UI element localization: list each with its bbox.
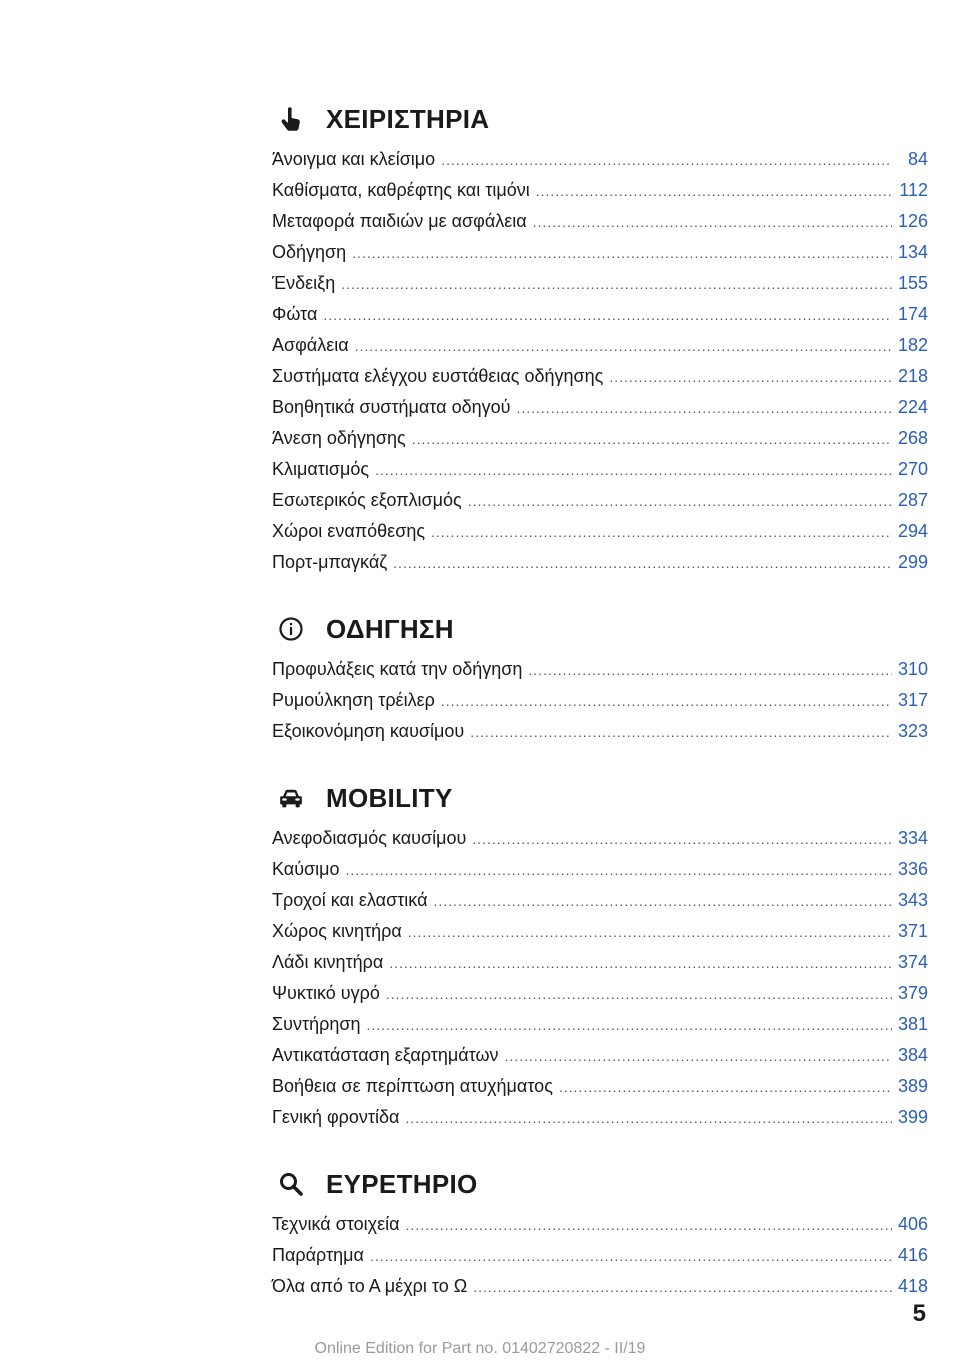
- entry-page-link[interactable]: 389: [897, 1076, 928, 1096]
- entry-label: Άνεση οδήγησης: [272, 428, 406, 448]
- toc-section-driving: [272, 606, 928, 747]
- section-header: [272, 606, 928, 652]
- toc-entry[interactable]: [272, 1071, 928, 1102]
- dot-leader: [393, 548, 892, 579]
- dot-leader: [472, 824, 892, 855]
- toc-entry[interactable]: [272, 237, 928, 268]
- toc-entry[interactable]: [272, 916, 928, 947]
- entry-page-link[interactable]: 399: [897, 1107, 928, 1127]
- entry-page-link[interactable]: 224: [897, 397, 928, 417]
- dot-leader: [559, 1072, 892, 1103]
- toc-entry[interactable]: [272, 1009, 928, 1040]
- dot-leader: [346, 855, 892, 886]
- entry-label: Χώρος κινητήρα: [272, 921, 402, 941]
- entry-page-link[interactable]: 134: [897, 242, 928, 262]
- entry-label: Γενική φροντίδα: [272, 1107, 400, 1127]
- toc-entry[interactable]: [272, 1209, 928, 1240]
- dot-leader: [408, 917, 892, 948]
- entry-page-link[interactable]: 218: [897, 366, 928, 386]
- entry-label: Τεχνικά στοιχεία: [272, 1214, 400, 1234]
- toc-entry[interactable]: [272, 854, 928, 885]
- dot-leader: [352, 238, 892, 269]
- car-front-icon: [278, 785, 304, 811]
- entry-label: Εσωτερικός εξοπλισμός: [272, 490, 462, 510]
- dot-leader: [609, 362, 892, 393]
- section-header: [272, 96, 928, 142]
- entry-page-link[interactable]: 384: [897, 1045, 928, 1065]
- dot-leader: [528, 655, 892, 686]
- entry-page-link[interactable]: 334: [897, 828, 928, 848]
- dot-leader: [441, 145, 892, 176]
- entry-label: Άνοιγμα και κλείσιμο: [272, 149, 436, 169]
- entry-page-link[interactable]: 381: [897, 1014, 928, 1034]
- toc-entry[interactable]: [272, 268, 928, 299]
- entry-label: Συντήρηση: [272, 1014, 361, 1034]
- toc-entry[interactable]: [272, 423, 928, 454]
- magnifier-icon: [278, 1171, 304, 1197]
- dot-leader: [366, 1010, 891, 1041]
- dot-leader: [536, 176, 892, 207]
- toc-entry[interactable]: [272, 1040, 928, 1071]
- info-circle-icon: [278, 616, 304, 642]
- section-title: ΟΔΗΓΗΣΗ: [326, 613, 454, 644]
- entry-page-link[interactable]: 371: [897, 921, 928, 941]
- section-header: [272, 1161, 928, 1207]
- entry-label: Ασφάλεια: [272, 335, 349, 355]
- dot-leader: [370, 1241, 892, 1272]
- toc-entry[interactable]: [272, 978, 928, 1009]
- entry-page-link[interactable]: 268: [897, 428, 928, 448]
- entry-label: Τροχοί και ελαστικά: [272, 890, 428, 910]
- footer-edition: Online Edition for Part no. 01402720822 - II/19: [314, 1340, 646, 1357]
- entry-page-link[interactable]: 379: [897, 983, 928, 1003]
- toc-entry[interactable]: [272, 885, 928, 916]
- toc-section-mobility: [272, 775, 928, 1133]
- entry-label: Εξοικονόμηση καυσίμου: [272, 721, 465, 741]
- dot-leader: [375, 455, 892, 486]
- entry-label: Καθίσματα, καθρέφτης και τιμόνι: [272, 180, 530, 200]
- dot-leader: [355, 331, 892, 362]
- entry-page-link[interactable]: 294: [897, 521, 928, 541]
- entry-page-link[interactable]: 336: [897, 859, 928, 879]
- dot-leader: [505, 1041, 892, 1072]
- dot-leader: [406, 1210, 892, 1241]
- entry-page-link[interactable]: 343: [897, 890, 928, 910]
- toc-entry[interactable]: [272, 716, 928, 747]
- entry-label: Παράρτημα: [272, 1245, 364, 1265]
- table-of-contents: [272, 96, 928, 1330]
- section-title: MOBILITY: [326, 782, 453, 813]
- entry-label: Όλα από το Α μέχρι το Ω: [272, 1276, 468, 1296]
- entry-label: Κλιματισμός: [272, 459, 370, 479]
- dot-leader: [386, 979, 892, 1010]
- entry-label: Καύσιμο: [272, 859, 340, 879]
- page-number: 5: [912, 1300, 926, 1327]
- toc-entry[interactable]: [272, 144, 928, 175]
- entry-label: Ψυκτικό υγρό: [272, 983, 380, 1003]
- entry-page-link[interactable]: 299: [897, 552, 928, 572]
- toc-section-index: [272, 1161, 928, 1302]
- entry-page-link[interactable]: 155: [897, 273, 928, 293]
- section-title: ΕΥΡΕΤΗΡΙΟ: [326, 1168, 478, 1199]
- dot-leader: [434, 886, 892, 917]
- entry-label: Χώροι εναπόθεσης: [272, 521, 425, 541]
- toc-entry[interactable]: [272, 1271, 928, 1302]
- dot-leader: [468, 486, 892, 517]
- section-header: [272, 775, 928, 821]
- toc-entry[interactable]: [272, 516, 928, 547]
- dot-leader: [470, 717, 892, 748]
- toc-entry[interactable]: [272, 485, 928, 516]
- dot-leader: [341, 269, 892, 300]
- entry-label: Προφυλάξεις κατά την οδήγηση: [272, 659, 523, 679]
- entry-page-link[interactable]: 406: [897, 1214, 928, 1234]
- dot-leader: [533, 207, 892, 238]
- dot-leader: [405, 1103, 892, 1134]
- section-title: ΧΕΙΡΙΣΤΗΡΙΑ: [326, 103, 490, 134]
- toc-entry[interactable]: [272, 947, 928, 978]
- toc-entry[interactable]: [272, 547, 928, 578]
- entry-page-link[interactable]: 317: [897, 690, 928, 710]
- dot-leader: [516, 393, 891, 424]
- entry-label: Αντικατάσταση εξαρτημάτων: [272, 1045, 499, 1065]
- toc-entry[interactable]: [272, 654, 928, 685]
- entry-label: Βοήθεια σε περίπτωση ατυχήματος: [272, 1076, 553, 1096]
- entry-label: Συστήματα ελέγχου ευστάθειας οδήγησης: [272, 366, 604, 386]
- entry-page-link[interactable]: 418: [897, 1276, 928, 1296]
- entry-label: Οδήγηση: [272, 242, 347, 262]
- toc-entry[interactable]: [272, 206, 928, 237]
- toc-entry[interactable]: [272, 330, 928, 361]
- entry-page-link[interactable]: 112: [899, 180, 928, 200]
- hand-pointer-icon: [278, 106, 304, 132]
- toc-entry[interactable]: [272, 685, 928, 716]
- entry-label: Μεταφορά παιδιών με ασφάλεια: [272, 211, 527, 231]
- toc-entry[interactable]: [272, 361, 928, 392]
- entry-label: Βοηθητικά συστήματα οδηγού: [272, 397, 511, 417]
- entry-page-link[interactable]: 182: [897, 335, 928, 355]
- toc-entry[interactable]: [272, 823, 928, 854]
- entry-page-link[interactable]: 126: [897, 211, 928, 231]
- entry-page-link[interactable]: 270: [897, 459, 928, 479]
- entry-page-link[interactable]: 310: [897, 659, 928, 679]
- toc-entry[interactable]: [272, 454, 928, 485]
- toc-entry[interactable]: [272, 299, 928, 330]
- entry-page-link[interactable]: 416: [897, 1245, 928, 1265]
- toc-entry[interactable]: [272, 1240, 928, 1271]
- entry-page-link[interactable]: 287: [897, 490, 928, 510]
- dot-leader: [441, 686, 892, 717]
- dot-leader: [412, 424, 892, 455]
- dot-leader: [431, 517, 892, 548]
- toc-entry[interactable]: [272, 175, 928, 206]
- dot-leader: [389, 948, 892, 979]
- entry-label: Φώτα: [272, 304, 318, 324]
- entry-label: Πορτ-μπαγκάζ: [272, 552, 388, 572]
- toc-entry[interactable]: [272, 1102, 928, 1133]
- entry-label: Ρυμούλκηση τρέιλερ: [272, 690, 435, 710]
- dot-leader: [323, 300, 892, 331]
- entry-page-link[interactable]: 84: [907, 149, 928, 169]
- toc-entry[interactable]: [272, 392, 928, 423]
- dot-leader: [473, 1272, 892, 1303]
- entry-page-link[interactable]: 174: [897, 304, 928, 324]
- entry-label: Λάδι κινητήρα: [272, 952, 384, 972]
- entry-page-link[interactable]: 374: [897, 952, 928, 972]
- entry-label: Ανεφοδιασμός καυσίμου: [272, 828, 467, 848]
- entry-label: Ένδειξη: [272, 273, 336, 293]
- toc-section-controls: [272, 96, 928, 578]
- entry-page-link[interactable]: 323: [897, 721, 928, 741]
